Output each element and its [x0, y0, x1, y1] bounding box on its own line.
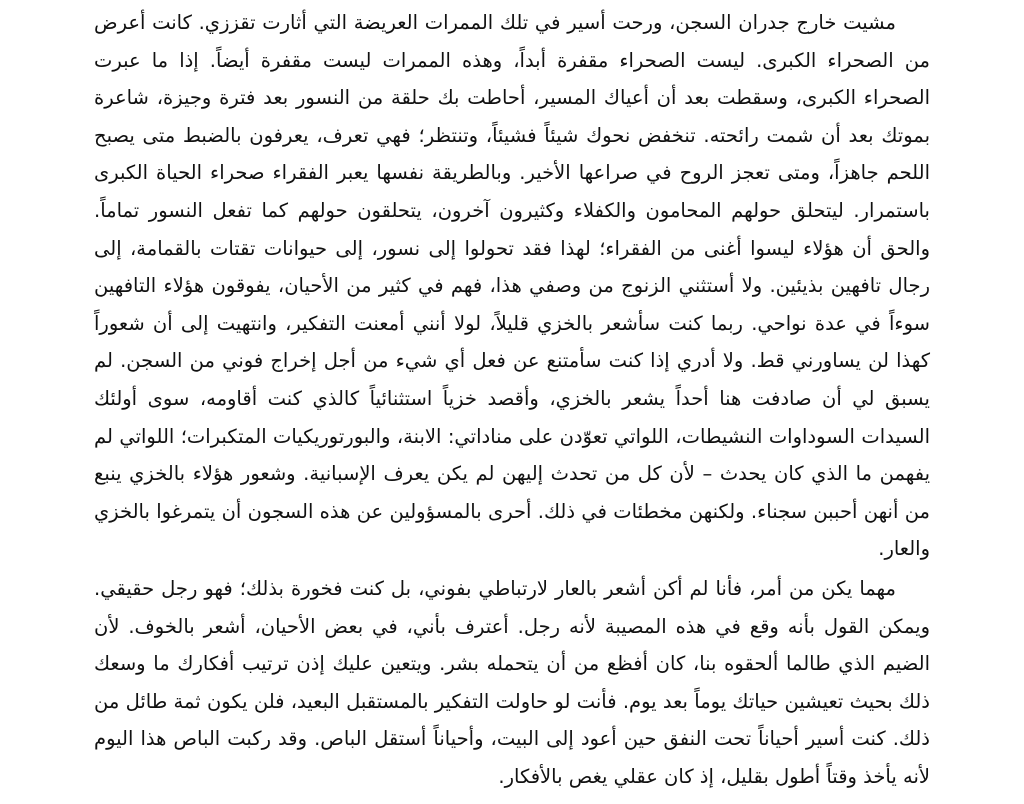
paragraph-2: مهما يكن من أمر، فأنا لم أكن أشعر بالعار لارتباطي بفوني، بل كنت فخورة بذلك؛ فهو رجل حقيقي. ويمكن القول بأنه وقع في هذه المصيبة لأنه رجل. أعترف بأني، في بعض الأحيان، أشعر بالخوف. لأن الضيم الذي طالما ألحقوه بنا، كان أفظع من أن يتحمله بشر. ويتعين عليك إذن ترتيب أفكارك ما وسعك ذلك بحيث تعيشين حياتك يوماً بعد يوم. فأنت لو حاولت التفكير بالمستقبل البعيد، فلن يكون ثمة طائل من ذلك. كنت أسير أحياناً تحت النفق حين أعود إلى البيت، وأحياناً أستقل الباص. وقد ركبت الباص هذا اليوم لأنه يأخذ وقتاً أطول بقليل، إذ كان عقلي يغص بالأفكار. [94, 576, 930, 788]
paragraph-1: مشيت خارج جدران السجن، ورحت أسير في تلك الممرات العريضة التي أثارت تقززي. كانت أعرض من الصحراء الكبرى. ليست الصحراء مقفرة أبداً، وهذه الممرات ليست مقفرة أيضاً. إذا ما عبرت الصحراء الكبرى، وسقطت بعد أن أعياك المسير، أحاطت بك حلقة من النسور بعد فترة وجيزة، شاعرة بموتك بعد أن شمت رائحته. تنخفض نحوك شيئاً فشيئاً، وتنتظر؛ فهي تعرف، يعرفون بالضبط متى يصبح اللحم جاهزاً، ومتى تعجز الروح في صراعها الأخير. وبالطريقة نفسها يعبر الفقراء صحراء الحياة الكبرى باستمرار. ليتحلق حولهم المحامون والكفلاء وكثيرون آخرون، يتحلقون حولهم كما تفعل النسور تماماً. والحق أن هؤلاء ليسوا أغنى من الفقراء؛ لهذا فقد تحولوا إلى نسور، إلى حيوانات تقتات بالقمامة، إلى رجال تافهين بذيئين. ولا أستثني الزنوج من وصفي هذا، فهم في كثير من الأحيان، يفوقون هؤلاء التافهين سوءاً في عدة نواحي. ربما كنت سأشعر بالخزي قليلاً، لولا أنني أمعنت التفكير، وانتهيت إلى أن شعوراً كهذا لن يساورني قط. ولا أدري إذا كنت سأمتنع عن فعل أي شيء من أجل إخراج فوني من السجن. لم يسبق لي أن صادفت هنا أحداً يشعر بالخزي، وأقصد خزياً استثنائياً كالذي كنت أقاومه، سوى أولئك السيدات السوداوات النشيطات، اللواتي تعوّدن على مناداتي: الابنة، والبورتوريكيات المتكبرات؛ اللواتي لم يفهمن ما الذي كان يحدث – لأن كل من تحدث إليهن لم يكن يعرف الإسبانية. وشعور هؤلاء بالخزي ينبع من أنهن أحببن سجناء. ولكنهن مخطئات في ذلك. أحرى بالمسؤولين عن هذه السجون أن يتمرغوا بالخزي والعار. [94, 11, 930, 561]
